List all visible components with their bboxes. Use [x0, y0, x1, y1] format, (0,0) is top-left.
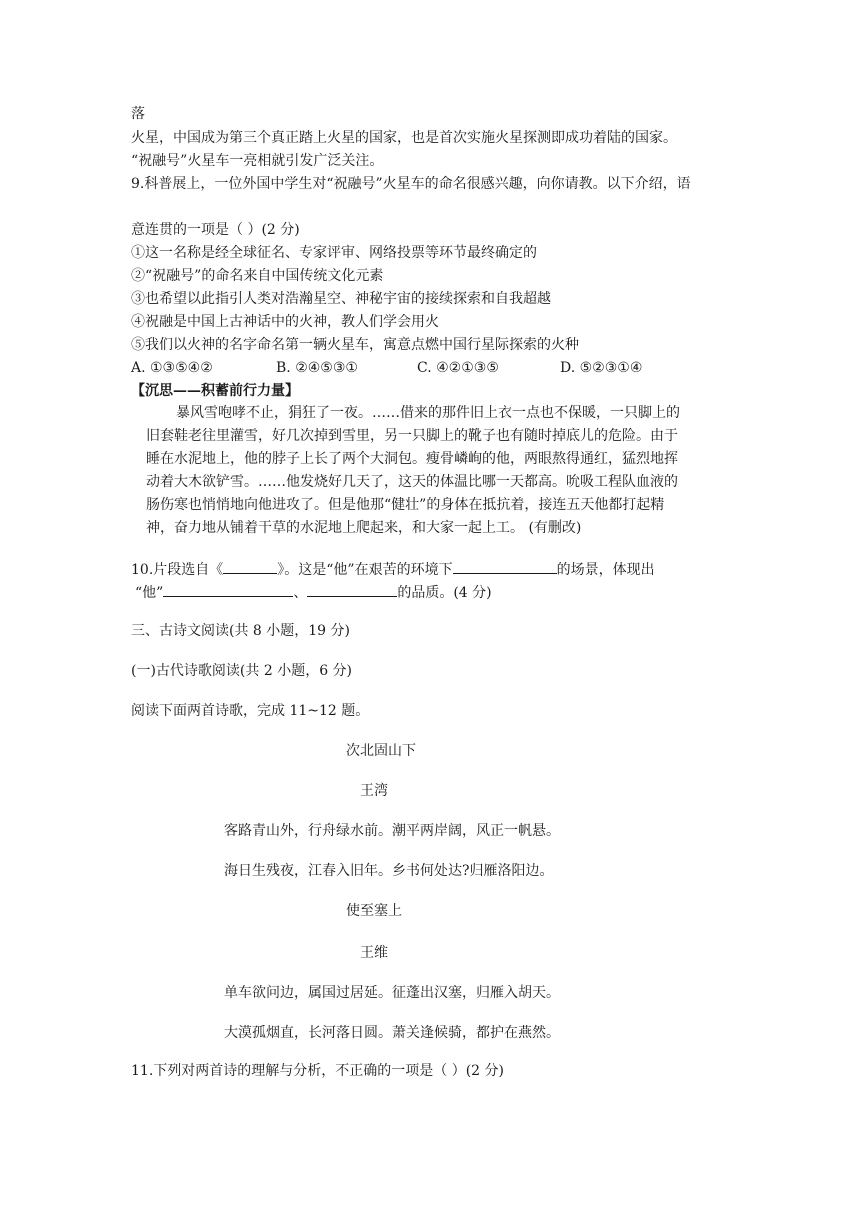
poem-line: 单车欲问边，属国过居延。征蓬出汉塞，归雁入胡天。 — [224, 985, 560, 1001]
poem-title: 次北固山下 — [346, 743, 416, 759]
question-9-item: ③也希望以此指引人类对浩瀚星空、神秘宇宙的接续探索和自我超越 — [131, 291, 551, 307]
answer-blank[interactable] — [453, 558, 557, 574]
q10-text: 的场景，体现出 — [556, 562, 655, 578]
instruction: 阅读下面两首诗歌，完成 11~12 题。 — [131, 703, 370, 719]
section-title: 【沉思——积蓄前行力量】 — [131, 383, 299, 399]
text-line: “祝融号”火星车一亮相就引发广泛关注。 — [131, 153, 384, 169]
passage-line: 睡在水泥地上，他的脖子上长了两个大洞包。瘦骨嶙峋的他，两眼熬得通红，猛烈地挥 — [146, 451, 678, 467]
poem-author: 王湾 — [360, 783, 388, 799]
passage-line: 神，奋力地从铺着干草的水泥地上爬起来，和大家一起上工。 (有删改) — [146, 520, 582, 536]
question-10-line2 — [135, 581, 492, 603]
question-10-line1 — [131, 558, 655, 580]
answer-blank[interactable] — [163, 581, 293, 597]
section-heading: 三、古诗文阅读(共 8 小题，19 分) — [131, 623, 350, 639]
q10-text: 、 — [293, 585, 308, 601]
subsection-heading: (一)古代诗歌阅读(共 2 小题，6 分) — [131, 663, 353, 679]
question-9-stem-cont: 意连贯的一项是（ ）(2 分) — [131, 222, 300, 238]
poem-author: 王维 — [360, 945, 388, 961]
passage-line: 旧套鞋老往里灌雪，好几次掉到雪里，另一只脚上的靴子也有随时掉底儿的危险。由于 — [146, 428, 678, 444]
q10-text: “他” — [135, 585, 164, 601]
answer-blank[interactable] — [223, 558, 277, 574]
question-9-item: ⑤我们以火神的名字命名第一辆火星车，寓意点燃中国行星际探索的火种 — [131, 337, 579, 353]
question-9-option-d: D. ⑤②③①④ — [560, 360, 643, 376]
answer-blank[interactable] — [307, 581, 397, 597]
question-9-item: ①这一名称是经全球征名、专家评审、网络投票等环节最终确定的 — [131, 245, 537, 261]
poem-title: 使至塞上 — [346, 903, 402, 919]
passage-line: 暴风雪咆哮不止，狷狂了一夜。……借来的那件旧上衣一点也不保暖，一只脚上的 — [176, 405, 680, 421]
poem-line: 海日生残夜，江春入旧年。乡书何处达?归雁洛阳边。 — [224, 863, 554, 879]
question-9-option-c: C. ④②①③⑤ — [417, 360, 499, 376]
question-9-option-a: A. ①③⑤④② — [131, 360, 213, 376]
poem-line: 客路青山外，行舟绿水前。潮平两岸阔，风正一帆悬。 — [224, 823, 560, 839]
poem-line: 大漠孤烟直，长河落日圆。萧关逢候骑，都护在燕然。 — [224, 1025, 560, 1041]
passage-line: 肠伤寒也悄悄地向他进攻了。但是他那“健壮”的身体在抵抗着，接连五天他都打起精 — [146, 497, 665, 513]
q10-text: 10.片段选自《 — [131, 562, 224, 578]
question-9-item: ④祝融是中国上古神话中的火神，教人们学会用火 — [131, 314, 439, 330]
q10-text: 》。这是“他”在艰苦的环境下 — [277, 562, 453, 578]
text-line: 落 — [131, 106, 145, 122]
q10-text: 的品质。(4 分) — [397, 585, 492, 601]
question-9-stem: 9.科普展上，一位外国中学生对“祝融号”火星车的命名很感兴趣，向你请教。以下介绍，语 — [131, 176, 691, 192]
question-9-option-b: B. ②④⑤③① — [276, 360, 358, 376]
text-line: 火星，中国成为第三个真正踏上火星的国家，也是首次实施火星探测即成功着陆的国家。 — [131, 130, 677, 146]
question-11-stem: 11.下列对两首诗的理解与分析，不正确的一项是（ ）(2 分) — [131, 1063, 504, 1079]
passage-line: 动着大木欲铲雪。……他发烧好几天了，这天的体温比哪一天都高。吮吸工程队血液的 — [146, 474, 678, 490]
question-9-item: ②“祝融号”的命名来自中国传统文化元素 — [131, 268, 384, 284]
